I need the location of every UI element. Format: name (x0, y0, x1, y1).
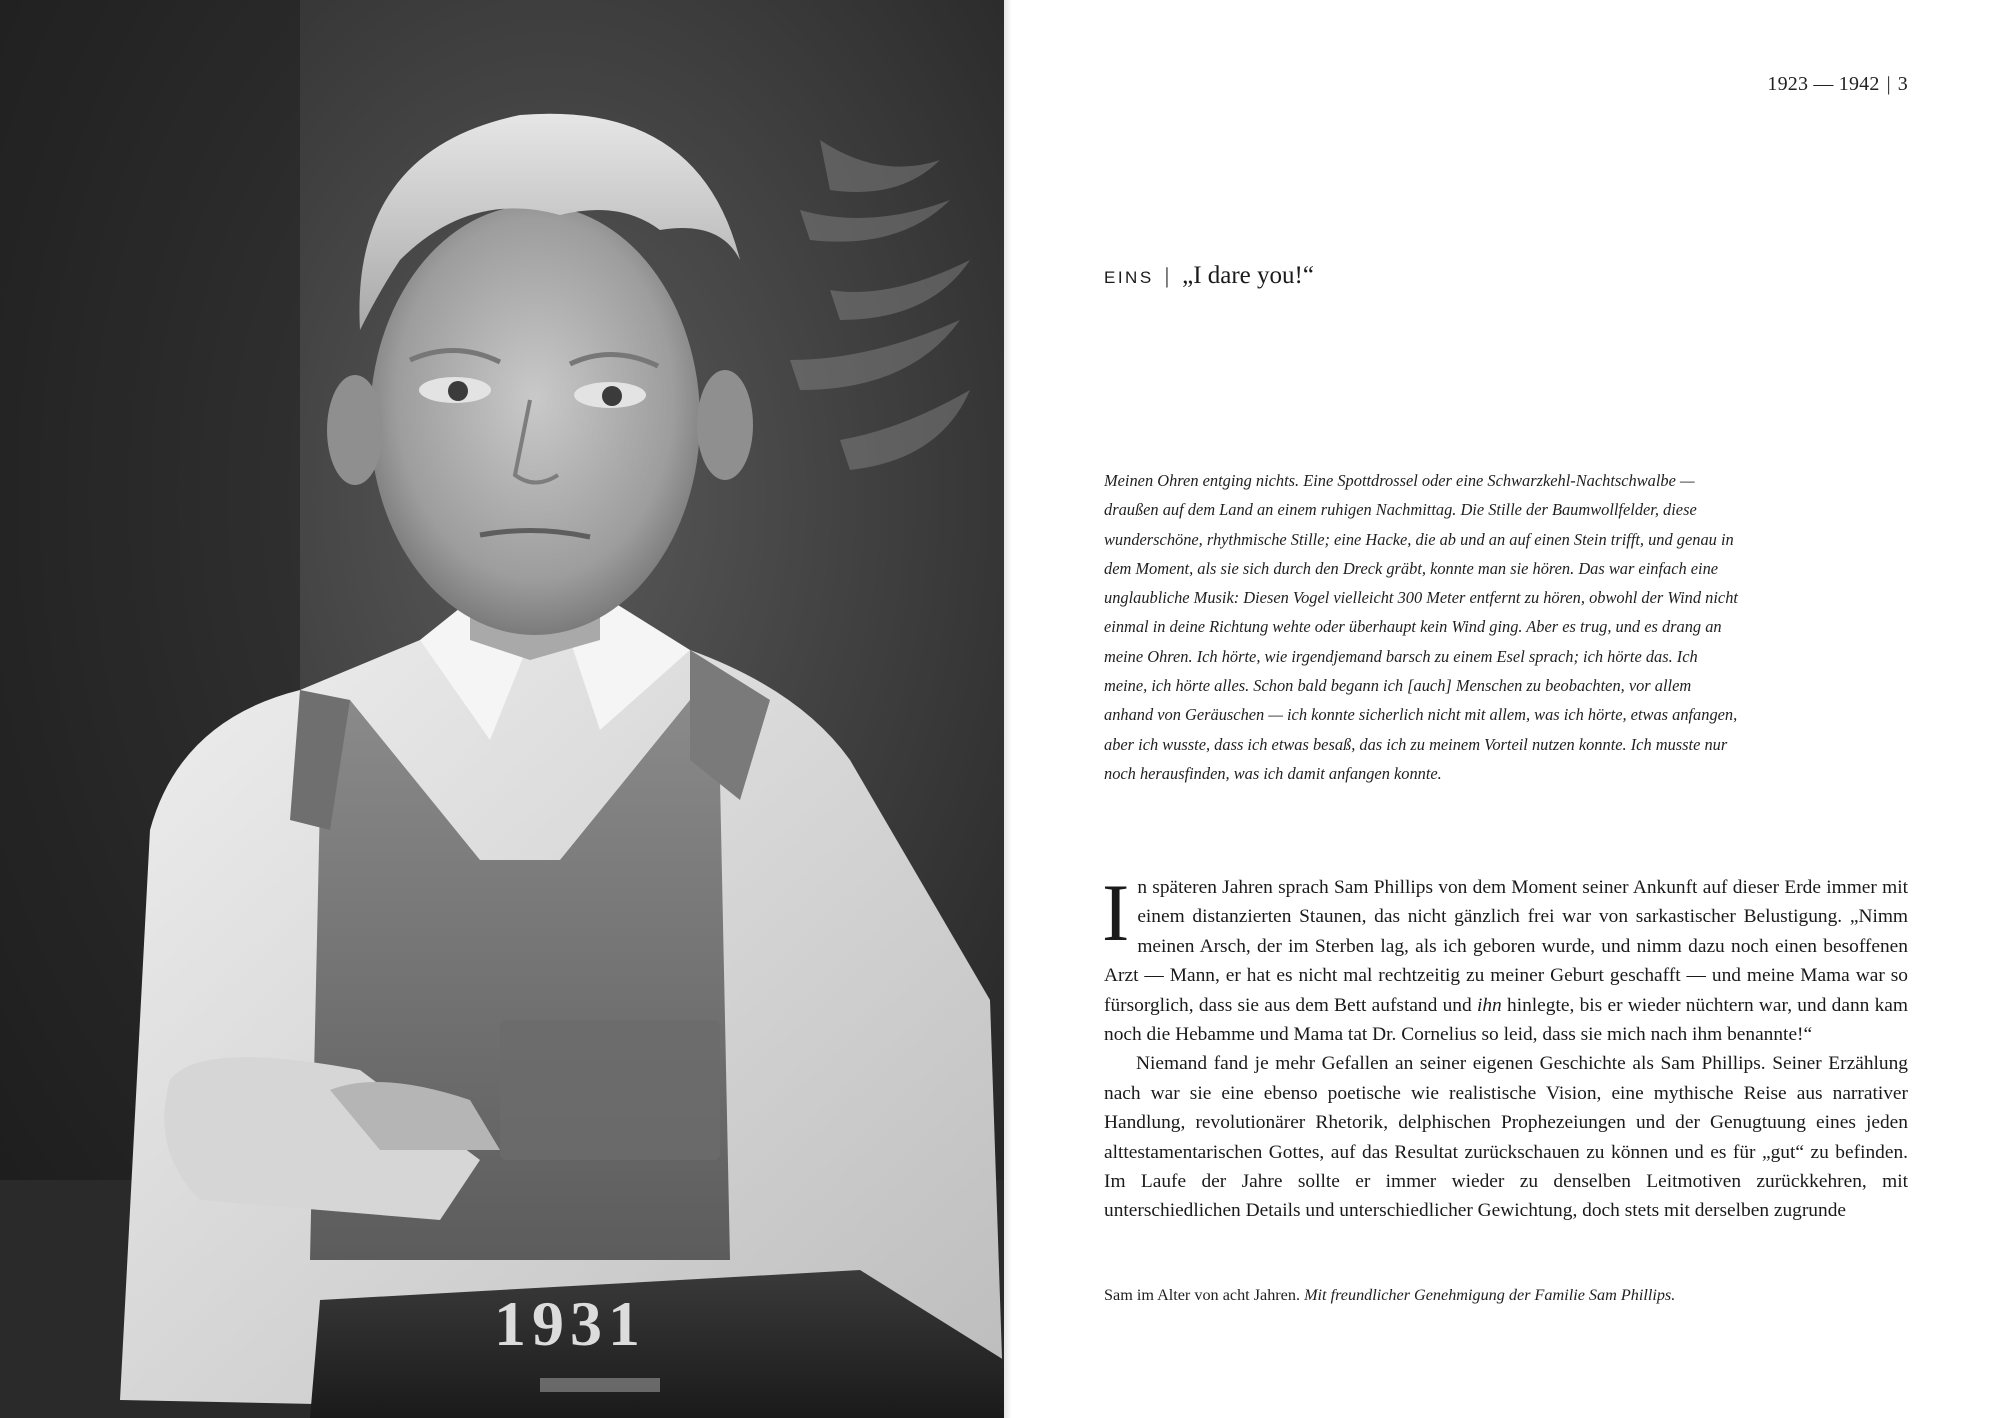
drop-cap: I (1102, 867, 1130, 958)
chapter-title: „I dare you!“ (1182, 262, 1314, 289)
chapter-separator: | (1164, 263, 1170, 288)
body-paragraph-1-text-a: n späteren Jahren sprach Sam Phillips von dem Moment seiner Ankunft auf dieser Erde immer mit einem distanzierten Staunen, das nicht gänzlich frei war von sarkastischer Belustigung. „Nimm meinen Arsch, der im Sterben lag, als ich geboren wurde, und nimm dazu noch einen besoffenen Arzt — Mann, er hat es nicht mal rechtzeitig zu meiner Geburt geschafft — und meine Mama war so fürsorglich, dass sie aus dem Bett aufstand und (1104, 877, 1908, 1016)
chapter-number: EINS (1104, 268, 1154, 287)
caption-text: Sam im Alter von acht Jahren. (1104, 1286, 1301, 1304)
page-gutter (1004, 0, 1012, 1418)
body-text (1102, 867, 1908, 1226)
body-paragraph-1-text-b: hinlegte, bis er wieder nüchtern war, und dann kam noch die Hebamme und Mama tat Dr. Cornelius so leid, dass sie mich nach ihm benannte!“ (1104, 994, 1908, 1046)
page-number: 3 (1897, 73, 1908, 95)
epigraph-quote (1104, 466, 1744, 788)
photo-caption (1104, 1286, 1908, 1305)
running-head-years: 1923 — 1942 (1767, 73, 1880, 95)
running-head (1767, 73, 1908, 96)
epigraph-text: Meinen Ohren entging nichts. Eine Spottdrossel oder eine Schwarzkehl-Nachtschwalbe — draußen auf dem Land an einem ruhigen Nachmittag. Die Stille der Baumwollfelder, diese wunderschöne, rhythmische Stille; eine Hacke, die ab und an auf einen Stein trifft, und genau in dem Moment, als sie sich durch den Dreck gräbt, konnte man sie hören. Das war einfach eine unglaubliche Musik: Diesen Vogel vielleicht 300 Meter entfernt zu hören, obwohl der Wind nicht einmal in deine Richtung wehte oder überhaupt kein Wind ging. Aber es trug, und es drang an meine Ohren. Ich hörte, wie irgendjemand barsch zu einem Esel sprach; ich hörte das. Ich meine, ich hörte alles. Schon bald begann ich [auch] Menschen zu beobachten, vor allem anhand von Geräuschen — ich konnte sicherlich nicht mit allem, was ich hörte, etwas anfangen, aber ich wusste, dass ich etwas besaß, das ich zu meinem Vorteil nutzen konnte. Ich musste nur noch herausfinden, was ich damit anfangen konnte. (1104, 471, 1738, 783)
body-paragraph-1 (1102, 867, 1908, 1049)
book-year-label: 1931 (494, 1288, 646, 1359)
body-paragraph-2: Niemand fand je mehr Gefallen an seiner eigenen Geschichte als Sam Phillips. Seiner Erzählung nach war sie eine ebenso poetische wie realistische Vision, eine mythische Reise aus narrativer Handlung, revolutionärer Rhetorik, delphischen Prophezeiungen und der Genugtuung eines jeden alttestamentarischen Gottes, auf das Resultat zurückschauen zu können und es für „gut“ zu befinden. Im Laufe der Jahre sollte er immer wieder zu denselben Leitmotiven zurückkehren, mit unterschiedlichen Details und unterschiedlicher Gewichtung, doch stets mit derselben zugrunde (1104, 1053, 1908, 1222)
caption-credit: Mit freundlicher Genehmigung der Familie Sam Phillips. (1304, 1286, 1676, 1304)
body-paragraph-1-emphasis: ihn (1476, 994, 1502, 1016)
chapter-heading (1104, 262, 1314, 290)
running-head-separator: | (1886, 73, 1891, 95)
